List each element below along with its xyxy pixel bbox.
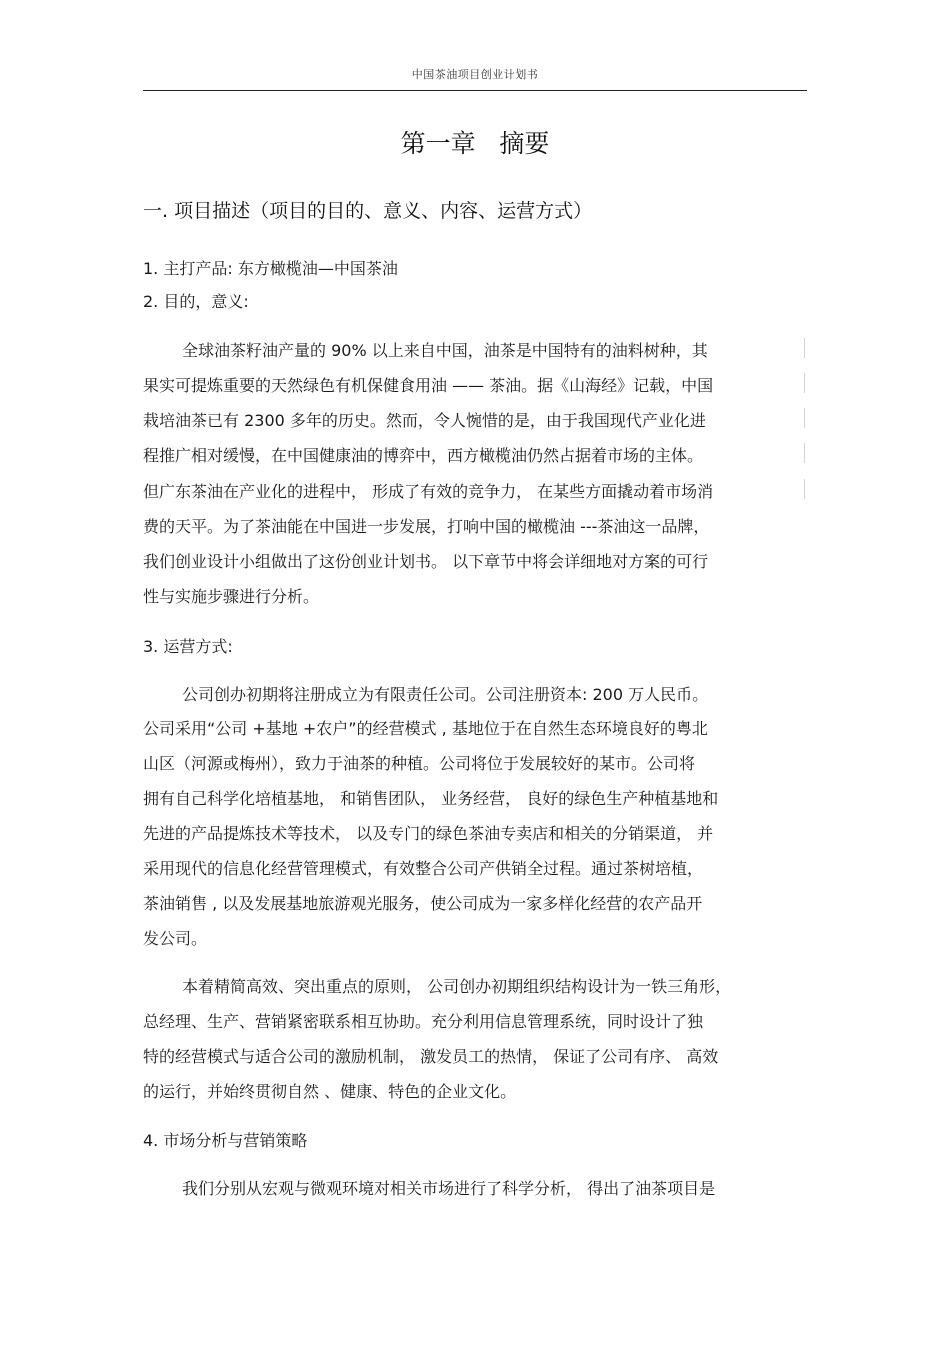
para1-line: 栽培油茶已有 2300 多年的历史。然而，令人惋惜的是，由于我国现代产业化进 (143, 411, 706, 430)
para4-line: 我们分别从宏观与微观环境对相关市场进行了科学分析， 得出了油茶项目是 (182, 1179, 716, 1198)
para2-line: 茶油销售 , 以及发展基地旅游观光服务，使公司成为一家多样化经营的农产品开 (143, 894, 703, 913)
para2-line: 先进的产品提炼技术等技术， 以及专门的绿色茶油专卖店和相关的分销渠道， 并 (143, 824, 714, 843)
header-rule (143, 90, 807, 91)
para3-line: 本着精简高效、突出重点的原则， 公司创办初期组织结构设计为一铁三角形， (182, 977, 732, 996)
para2-line: 山区（河源或梅州），致力于油茶的种植。公司将位于发展较好的某市。公司将 (143, 754, 696, 773)
item-operation: 3. 运营方式: (143, 637, 233, 656)
para2-line: 拥有自己科学化培植基地， 和销售团队， 业务经营， 良好的绿色生产种植基地和 (143, 789, 719, 808)
para3-line: 特的经营模式与适合公司的激励机制， 激发员工的热情， 保证了公司有序、 高效 (143, 1047, 719, 1066)
line-edge-mark (804, 373, 805, 393)
para2-line: 公司创办初期将注册成立为有限责任公司。公司注册资本: 200 万人民币。 (182, 685, 709, 704)
line-edge-mark (804, 408, 805, 428)
para1-line: 果实可提炼重要的天然绿色有机保健食用油 —— 茶油。据《山海经》记载，中国 (143, 376, 714, 395)
item-market-analysis: 4. 市场分析与营销策略 (143, 1131, 308, 1150)
item-purpose: 2. 目的，意义: (143, 292, 249, 311)
para3-line: 的运行，并始终贯彻自然 、健康、特色的企业文化。 (143, 1082, 517, 1101)
para1-line: 但广东茶油在产业化的进程中， 形成了有效的竞争力， 在某些方面撬动着市场消 (143, 482, 714, 501)
para1-line: 程推广相对缓慢，在中国健康油的博弈中，西方橄榄油仍然占据着市场的主体。 (143, 446, 704, 465)
line-edge-mark (804, 338, 805, 358)
para1-line: 我们创业设计小组做出了这份创业计划书。 以下章节中将会详细地对方案的可行 (143, 552, 709, 571)
para2-line: 采用现代的信息化经营管理模式，有效整合公司产供销全过程。通过茶树培植， (143, 859, 704, 878)
section-heading: 一. 项目描述（项目的目的、意义、内容、运营方式） (143, 200, 593, 222)
item-main-product: 1. 主打产品: 东方橄榄油—中国茶油 (143, 259, 398, 278)
para1-line: 费的天平。为了茶油能在中国进一步发展，打响中国的橄榄油 ---茶油这一品牌， (143, 517, 710, 536)
para1-line: 全球油茶籽油产量的 90% 以上来自中国，油茶是中国特有的油料树种，其 (182, 341, 708, 360)
line-edge-mark (804, 443, 805, 463)
running-header: 中国茶油项目创业计划书 (411, 68, 539, 81)
chapter-title: 第一章 摘要 (400, 129, 550, 158)
para2-line: 发公司。 (143, 929, 208, 948)
line-edge-mark (804, 479, 805, 499)
para1-line: 性与实施步骤进行分析。 (143, 587, 320, 606)
para3-line: 总经理、生产、营销紧密联系相互协助。充分利用信息管理系统，同时设计了独 (143, 1012, 704, 1031)
para2-line: 公司采用“公司 +基地 +农户”的经营模式 , 基地位于在自然生态环境良好的粤北 (143, 719, 708, 738)
